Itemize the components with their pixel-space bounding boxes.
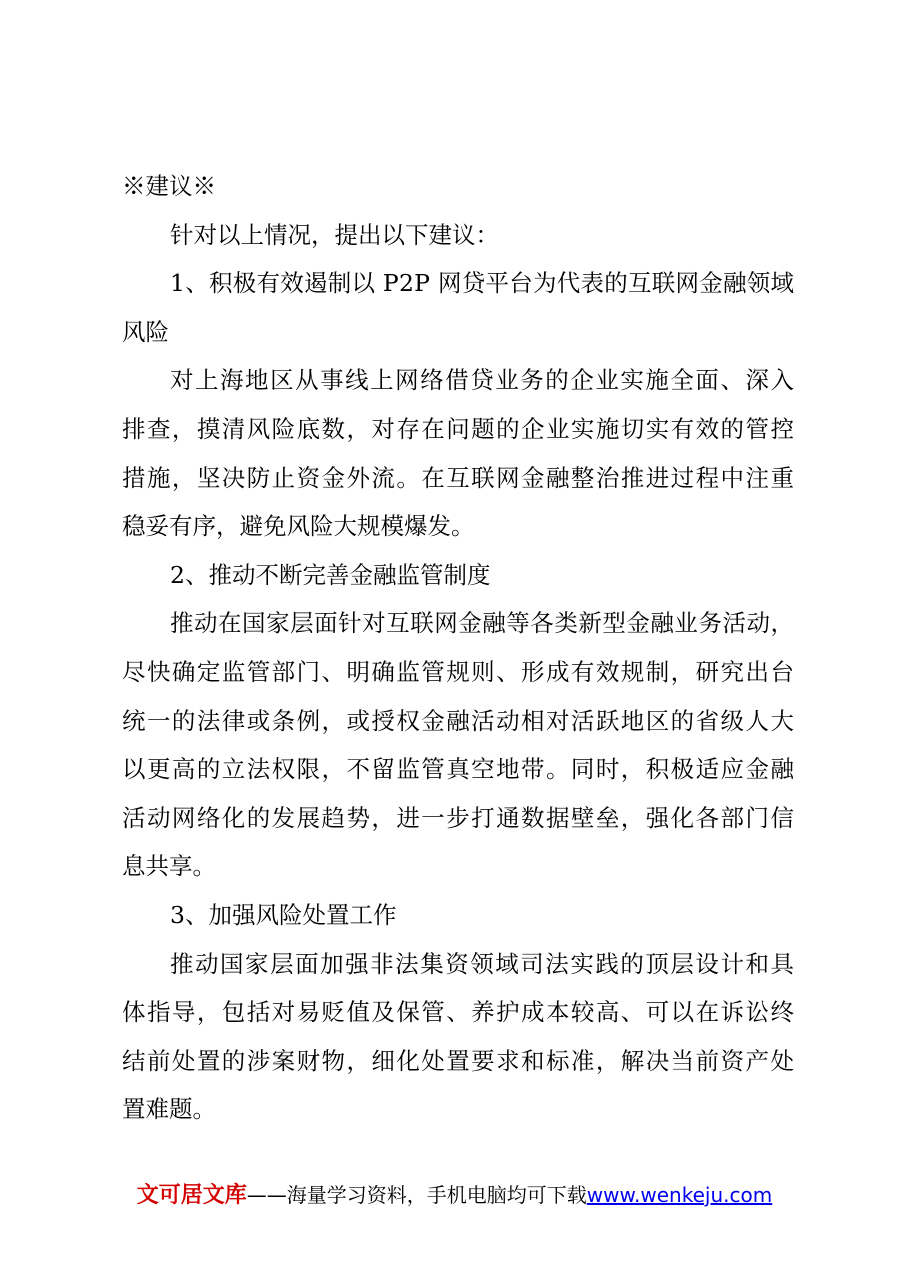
item-2-body-line: 活动网络化的发展趋势，进一步打通数据壁垒，强化各部门信: [122, 803, 796, 832]
item-2-body-line: 尽快确定监管部门、明确监管规则、形成有效规制，研究出台: [122, 657, 796, 686]
item-3-body-line: 置难题。: [122, 1095, 216, 1124]
item-1-body-line: 措施，坚决防止资金外流。在互联网金融整治推进过程中注重: [122, 463, 796, 492]
item-2-body-line: 统一的法律或条例，或授权金融活动相对活跃地区的省级人大: [122, 706, 796, 735]
item-1-body-line: 对上海地区从事线上网络借贷业务的企业实施全面、深入: [170, 366, 796, 395]
item-3-heading: 3、加强风险处置工作: [170, 900, 397, 929]
footer-tagline: ——海量学习资料，手机电脑均可下载: [246, 1183, 587, 1207]
item-1-body-line: 稳妥有序，避免风险大规模爆发。: [122, 512, 475, 541]
intro-paragraph: 针对以上情况，提出以下建议：: [170, 220, 499, 249]
item-2-body-line: 以更高的立法权限，不留监管真空地带。同时，积极适应金融: [122, 755, 796, 784]
document-body: [122, 162, 794, 1134]
footer-banner: [0, 1180, 909, 1211]
item-1-heading-line-2: 风险: [122, 317, 169, 346]
footer-brand: 文可居文库: [136, 1183, 247, 1208]
item-3-body-line: 结前处置的涉案财物，细化处置要求和标准，解决当前资产处: [122, 1046, 796, 1075]
item-1-heading-line-1: 1、积极有效遏制以 P2P 网贷平台为代表的互联网金融领域: [170, 269, 795, 298]
item-3-body-line: 推动国家层面加强非法集资领域司法实践的顶层设计和具: [170, 949, 796, 978]
item-3-body-line: 体指导，包括对易贬值及保管、养护成本较高、可以在诉讼终: [122, 998, 796, 1027]
item-1-body-line: 排查，摸清风险底数，对存在问题的企业实施切实有效的管控: [122, 414, 796, 443]
section-title: ※建议※: [122, 172, 216, 200]
item-2-heading: 2、推动不断完善金融监管制度: [170, 560, 491, 589]
footer-site-link[interactable]: www.wenkeju.com: [586, 1183, 773, 1207]
item-2-body-line: 息共享。: [122, 852, 216, 881]
item-2-body-line: 推动在国家层面针对互联网金融等各类新型金融业务活动，: [170, 609, 795, 638]
